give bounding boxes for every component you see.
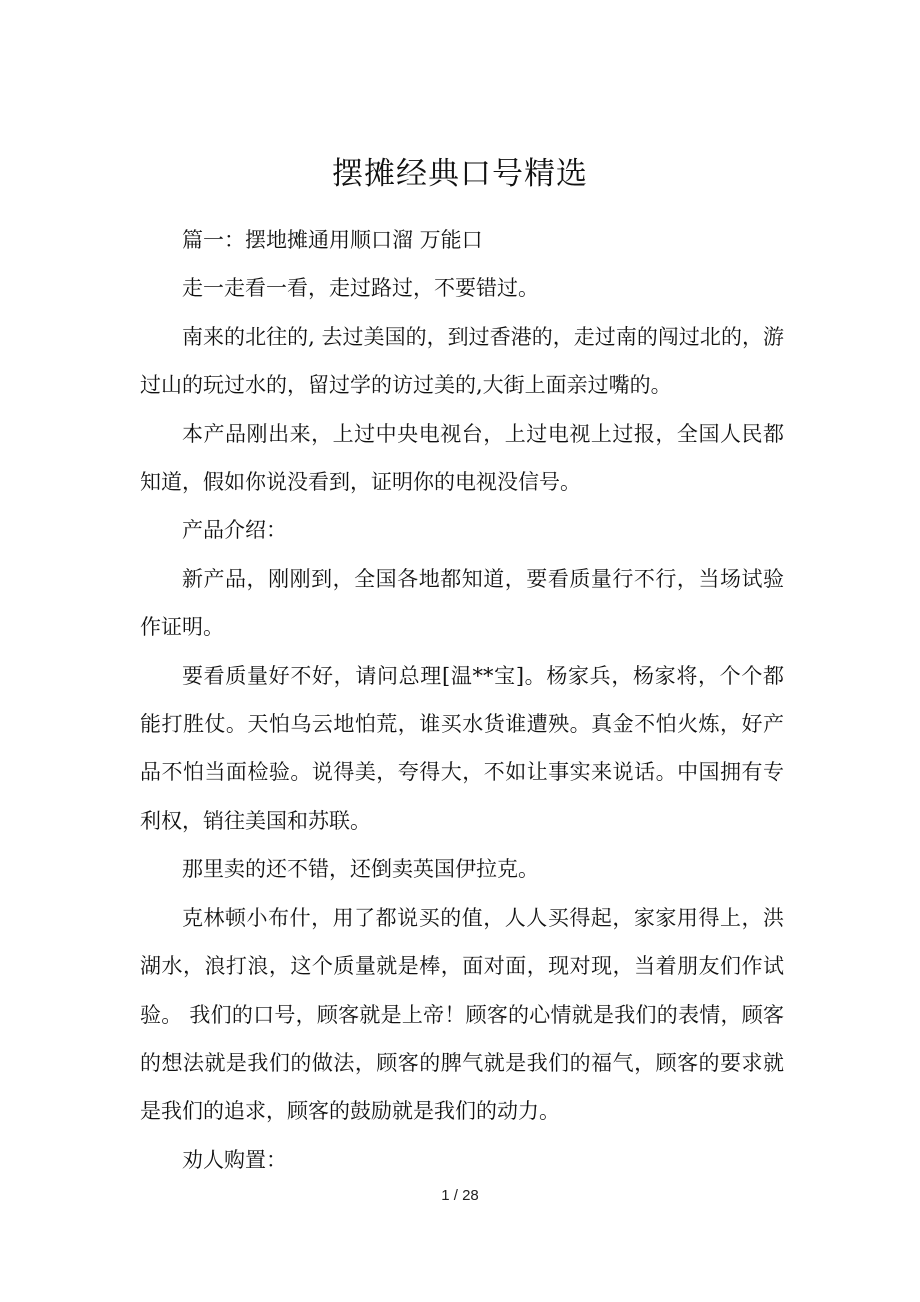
paragraph: 那里卖的还不错，还倒卖英国伊拉克。: [182, 857, 539, 882]
document-body: [140, 216, 784, 1184]
paragraph: 要看质量好不好，请问总理[温**宝]。杨家兵，杨家将，个个都能打胜仗。天怕乌云地怕荒，谁买水货谁遭殃。真金不怕火炼，好产品不怕当面检验。说得美，夸得大，不如让事实来说话。中国拥有专利权，销往美国和苏联。: [140, 663, 784, 833]
paragraph: 篇一：摆地摊通用顺口溜 万能口: [182, 228, 483, 252]
paragraph: 走一走看一看，走过路过，不要错过。: [182, 276, 539, 301]
paragraph: 劝人购置：: [182, 1147, 287, 1172]
page-number: 1 / 28: [441, 1187, 479, 1204]
paragraph: 新产品，刚刚到，全国各地都知道，要看质量行不行，当场试验作证明。: [140, 566, 784, 640]
paragraph: 本产品刚出来，上过中央电视台，上过电视上过报，全国人民都知道，假如你说没看到，证明你的电视没信号。: [140, 421, 784, 495]
paragraph: 克林顿小布什，用了都说买的值，人人买得起，家家用得上，洪湖水，浪打浪，这个质量就是棒，面对面，现对现，当着朋友们作试验。 我们的口号，顾客就是上帝！顾客的心情就是我们的表情，顾客的想法就是我们的做法，顾客的脾气就是我们的福气，顾客的要求就是我们的追求，顾客的鼓励就是我们的动力。: [140, 905, 784, 1124]
paragraph: 南来的北往的, 去过美国的，到过香港的，走过南的闯过北的，游过山的玩过水的，留过学的访过美的,大街上面亲过嘴的。: [140, 324, 784, 398]
paragraph: 产品介绍：: [182, 518, 287, 543]
document-title: 摆摊经典口号精选: [332, 156, 588, 192]
